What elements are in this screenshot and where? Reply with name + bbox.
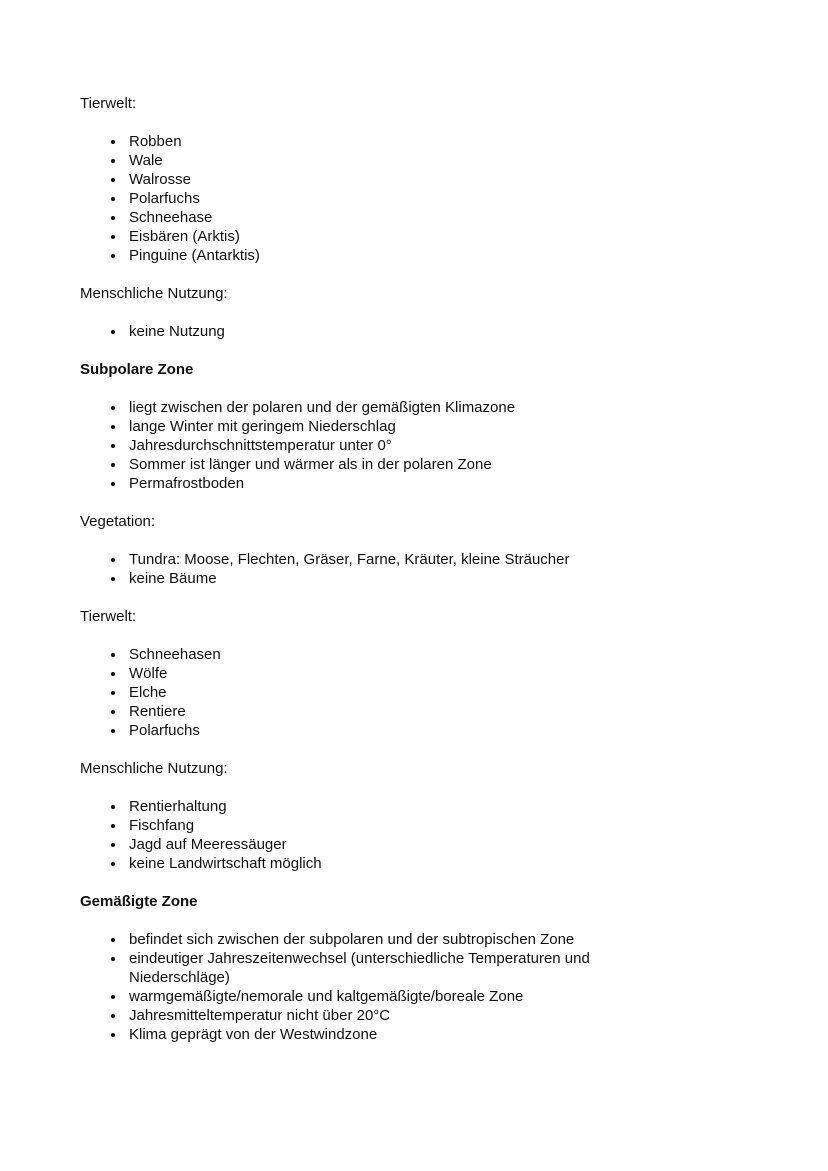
bullet-list bbox=[80, 645, 650, 740]
bullet-item: Jagd auf Meeressäuger bbox=[109, 835, 650, 854]
section-label: Menschliche Nutzung: bbox=[80, 285, 228, 302]
bullet-list bbox=[80, 930, 650, 1044]
bullet-item: warmgemäßigte/nemorale und kaltgemäßigte/boreale Zone bbox=[109, 987, 650, 1006]
section-label: Menschliche Nutzung: bbox=[80, 760, 228, 777]
bullet-item: Fischfang bbox=[109, 816, 650, 835]
bullet-list bbox=[80, 398, 650, 493]
bullet-item: Klima geprägt von der Westwindzone bbox=[109, 1025, 650, 1044]
section-label: Tierwelt: bbox=[80, 95, 137, 112]
bullet-list bbox=[80, 797, 650, 873]
bullet-item: Polarfuchs bbox=[109, 721, 650, 740]
bullet-item: Rentiere bbox=[109, 702, 650, 721]
bullet-item: Wale bbox=[109, 151, 650, 170]
bullet-item: Permafrostboden bbox=[109, 474, 650, 493]
bullet-item: eindeutiger Jahreszeitenwechsel (unterschiedliche Temperaturen und Niederschläge) bbox=[109, 949, 650, 987]
section-heading: Gemäßigte Zone bbox=[80, 893, 198, 910]
bullet-item: Eisbären (Arktis) bbox=[109, 227, 650, 246]
bullet-item: keine Bäume bbox=[109, 569, 650, 588]
bullet-item: Robben bbox=[109, 132, 650, 151]
bullet-item: Tundra: Moose, Flechten, Gräser, Farne, Kräuter, kleine Sträucher bbox=[109, 550, 650, 569]
bullet-item: liegt zwischen der polaren und der gemäßigten Klimazone bbox=[109, 398, 650, 417]
section-heading: Subpolare Zone bbox=[80, 361, 194, 378]
bullet-item: Sommer ist länger und wärmer als in der polaren Zone bbox=[109, 455, 650, 474]
bullet-item: befindet sich zwischen der subpolaren und der subtropischen Zone bbox=[109, 930, 650, 949]
bullet-item: Pinguine (Antarktis) bbox=[109, 246, 650, 265]
bullet-list bbox=[80, 322, 650, 341]
bullet-item: Jahresdurchschnittstemperatur unter 0° bbox=[109, 436, 650, 455]
bullet-item: lange Winter mit geringem Niederschlag bbox=[109, 417, 650, 436]
bullet-item: Jahresmitteltemperatur nicht über 20°C bbox=[109, 1006, 650, 1025]
bullet-item: Rentierhaltung bbox=[109, 797, 650, 816]
bullet-item: Wölfe bbox=[109, 664, 650, 683]
bullet-item: Elche bbox=[109, 683, 650, 702]
bullet-list bbox=[80, 550, 650, 588]
bullet-item: Schneehasen bbox=[109, 645, 650, 664]
bullet-item: Schneehase bbox=[109, 208, 650, 227]
bullet-item: Walrosse bbox=[109, 170, 650, 189]
bullet-list bbox=[80, 132, 650, 265]
bullet-item: keine Nutzung bbox=[109, 322, 650, 341]
bullet-item: Polarfuchs bbox=[109, 189, 650, 208]
section-label: Vegetation: bbox=[80, 513, 156, 530]
section-label: Tierwelt: bbox=[80, 608, 137, 625]
bullet-item: keine Landwirtschaft möglich bbox=[109, 854, 650, 873]
